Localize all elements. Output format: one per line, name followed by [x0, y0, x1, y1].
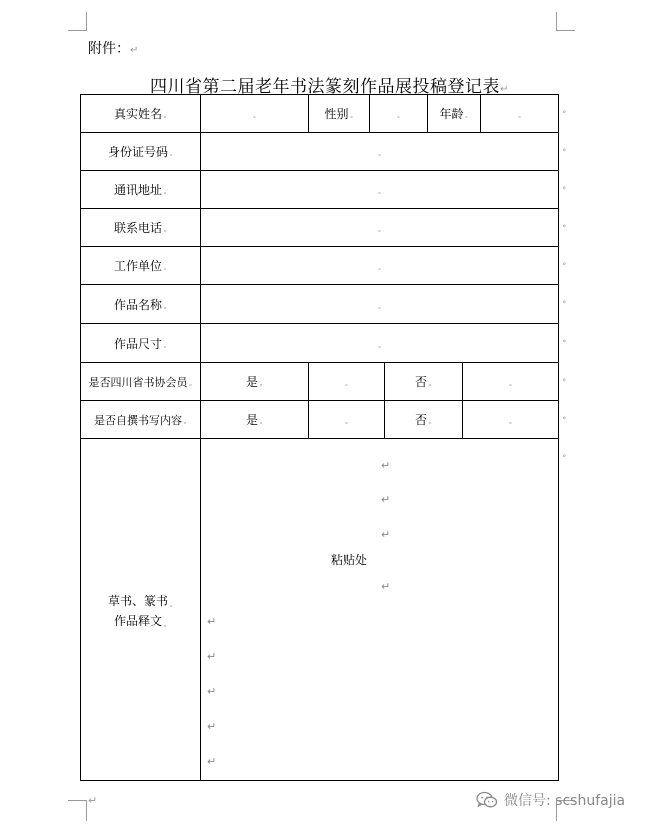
row-end-mark: ˳ — [562, 333, 567, 343]
label-real-name: 真实姓名 ˳ — [81, 95, 201, 132]
row-id-number — [81, 133, 558, 171]
wechat-watermark: 微信号: scshufajia — [476, 790, 625, 810]
return-mark: ↵ — [88, 794, 98, 807]
address-field[interactable]: ˳ — [377, 185, 382, 194]
paste-area[interactable] — [201, 439, 558, 780]
member-no-checkbox[interactable]: ˳ — [508, 377, 513, 386]
attachment-label: 附件：↵ — [88, 41, 139, 57]
return-mark: ↵ — [207, 755, 217, 768]
member-yes-label: 是 ˳ — [201, 363, 309, 400]
row-end-mark: ˳ — [562, 372, 567, 382]
label-self-written-question: 是否自撰书写内容 ˳ — [81, 401, 201, 438]
work-size-field[interactable]: ˳ — [377, 338, 382, 348]
paste-here-label: 粘贴处 — [331, 553, 368, 567]
label-member-question: 是否四川省书协会员 ˳ — [81, 363, 201, 400]
row-end-mark: ˳ — [562, 410, 567, 420]
return-mark: ↵ — [207, 685, 217, 698]
self-written-no-checkbox[interactable]: ˳ — [508, 415, 513, 424]
row-name-gender-age — [81, 95, 558, 133]
label-id-number: 身份证号码 ˳ — [81, 133, 201, 170]
label-address: 通讯地址 ˳ — [81, 171, 201, 208]
self-written-yes-label: 是 ˳ — [201, 401, 309, 438]
row-end-mark: ˳ — [562, 104, 567, 114]
member-no-label: 否 ˳ — [385, 363, 463, 400]
row-end-mark: ˳ — [562, 294, 567, 304]
label-sample-cell — [81, 439, 201, 780]
return-mark: ↵ — [207, 650, 217, 663]
wechat-icon — [476, 791, 498, 809]
label-age: 年龄 ˳ — [428, 95, 481, 132]
gender-field[interactable]: ˳ — [370, 95, 428, 132]
label-work-unit: 工作单位 ˳ — [81, 247, 201, 284]
return-mark: ↵ — [207, 720, 217, 733]
return-mark: ↵ — [381, 580, 391, 593]
return-mark: ↵ — [381, 459, 391, 472]
phone-field[interactable]: ˳ — [377, 223, 382, 232]
age-field[interactable]: ˳ — [517, 109, 522, 118]
row-address — [81, 171, 558, 209]
crop-mark-bottom-left — [68, 800, 87, 821]
crop-mark-top-right — [556, 12, 575, 31]
label-sample-line2: 作品释文˳ — [113, 614, 167, 628]
work-unit-field[interactable]: ˳ — [377, 261, 382, 270]
label-phone: 联系电话 ˳ — [81, 209, 201, 246]
label-work-title: 作品名称 ˳ — [81, 285, 201, 323]
row-end-mark: ˳ — [562, 256, 567, 266]
form-title: 四川省第二届老年书法篆刻作品展投稿登记表↵ — [150, 77, 509, 97]
row-end-mark: ˳ — [562, 448, 567, 458]
label-sample-line1: 草书、篆书˳ — [107, 594, 173, 608]
row-phone — [81, 209, 558, 247]
row-sample — [81, 439, 558, 780]
id-number-field[interactable]: ˳ — [377, 147, 382, 156]
row-work-title — [81, 285, 558, 324]
row-work-size — [81, 324, 558, 363]
member-yes-checkbox[interactable]: ˳ — [309, 363, 385, 400]
return-mark: ↵ — [207, 615, 217, 628]
row-end-mark: ˳ — [562, 180, 567, 190]
label-gender: 性别 ˳ — [309, 95, 370, 132]
row-work-unit — [81, 247, 558, 285]
real-name-field[interactable]: ˳ — [201, 95, 309, 132]
self-written-yes-checkbox[interactable]: ˳ — [309, 401, 385, 438]
return-mark: ↵ — [381, 528, 391, 541]
row-end-mark: ˳ — [562, 142, 567, 152]
work-title-field[interactable]: ˳ — [377, 299, 382, 309]
self-written-no-label: 否 ˳ — [385, 401, 463, 438]
row-self-written-question — [81, 401, 558, 439]
registration-form — [80, 94, 559, 781]
label-work-size: 作品尺寸 ˳ — [81, 324, 201, 362]
row-member-question — [81, 363, 558, 401]
crop-mark-top-left — [68, 12, 87, 31]
row-end-mark: ˳ — [562, 218, 567, 228]
return-mark: ↵ — [381, 493, 391, 506]
